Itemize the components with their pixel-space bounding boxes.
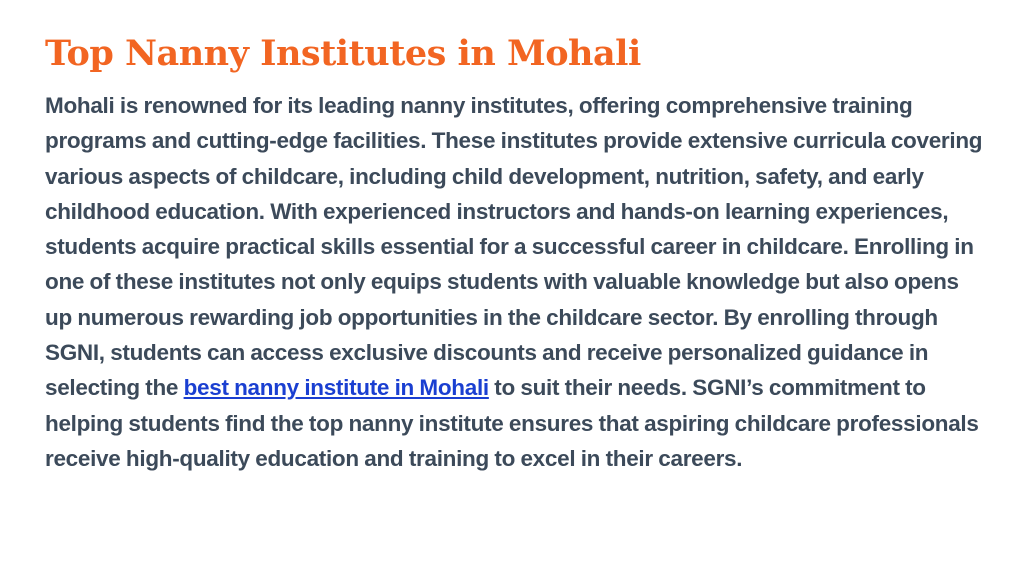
body-paragraph xyxy=(45,88,984,476)
slide-title: Top Nanny Institutes in Mohali xyxy=(45,33,641,74)
body-text-before-link: Mohali is renowned for its leading nanny institutes, offering comprehensive training programs and cutting-edge facilities. These institutes provide extensive curricula covering various aspects of childcare, including child development, nutrition, safety, and early childhood education. With experienced instructors and hands-on learning experiences, students acquire practical skills essential for a successful career in childcare. Enrolling in one of these institutes not only equips students with valuable knowledge but also opens up numerous rewarding job opportunities in the childcare sector. By enrolling through SGNI, students can access exclusive discounts and receive personalized guidance in selecting the xyxy=(45,93,983,401)
best-nanny-institute-link[interactable]: best nanny institute in Mohali xyxy=(183,375,489,401)
body-text-after-link: to suit their needs. SGNI’s commitment to helping students find the top nanny institute ensures that aspiring childcare professionals receive high-quality education and training to excel in their careers. xyxy=(45,375,979,471)
